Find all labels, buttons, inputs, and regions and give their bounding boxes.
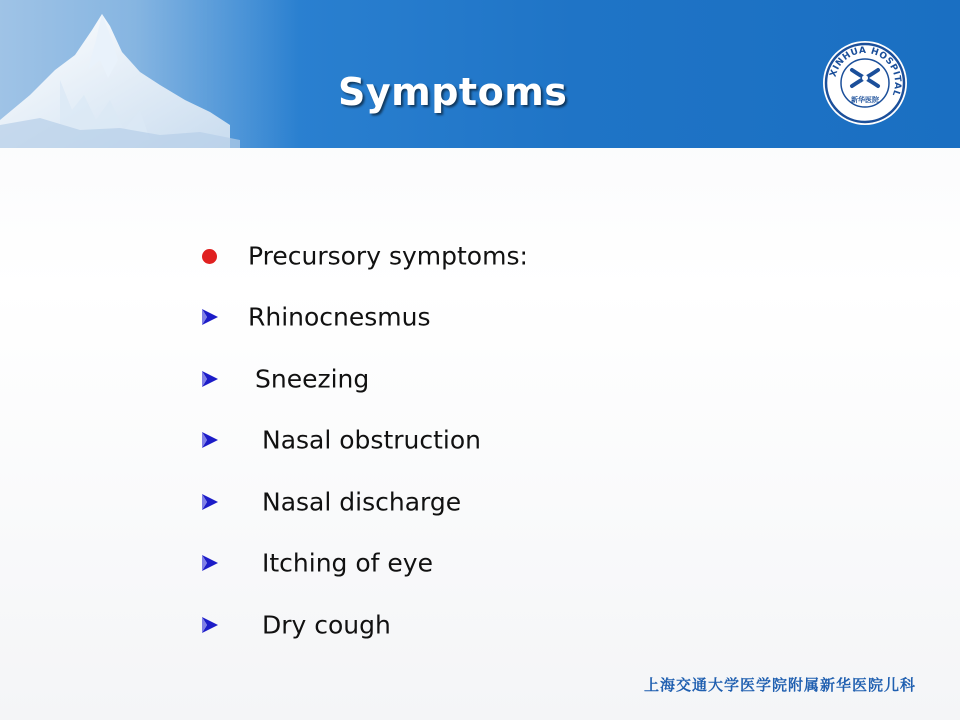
list-item-label: Itching of eye [262,548,433,578]
list-item [200,225,800,287]
arrow-bullet-icon [200,615,220,635]
list-item [200,533,800,595]
svg-text:新华医院: 新华医院 [851,96,879,104]
arrow-bullet-icon [200,553,220,573]
arrow-bullet-icon [200,369,220,389]
list-item-label: Nasal discharge [262,487,462,517]
red-dot-icon [200,246,220,266]
footer-institution: 上海交通大学医学院附属新华医院儿科 [643,676,916,694]
arrow-bullet-icon [200,492,220,512]
mountain-illustration [0,0,300,148]
list-item-label: Rhinocnesmus [248,302,431,332]
header-band [0,0,960,148]
list-item-label: Sneezing [255,364,370,394]
list-item-label: Dry cough [262,610,391,640]
svg-text:XINHUA HOSPITAL: XINHUA HOSPITAL [828,45,903,98]
arrow-bullet-icon [200,307,220,327]
list-item-label: Nasal obstruction [262,425,482,455]
list-item [200,594,800,656]
list-item [200,287,800,349]
slide-title: Symptoms [338,70,568,114]
list-item [200,471,800,533]
list-item-label: Precursory symptoms: [248,241,528,271]
list-item [200,410,800,472]
arrow-bullet-icon [200,430,220,450]
symptom-list [200,225,800,656]
hospital-logo-icon [822,40,908,126]
list-item [200,348,800,410]
mountain-image [0,0,300,148]
